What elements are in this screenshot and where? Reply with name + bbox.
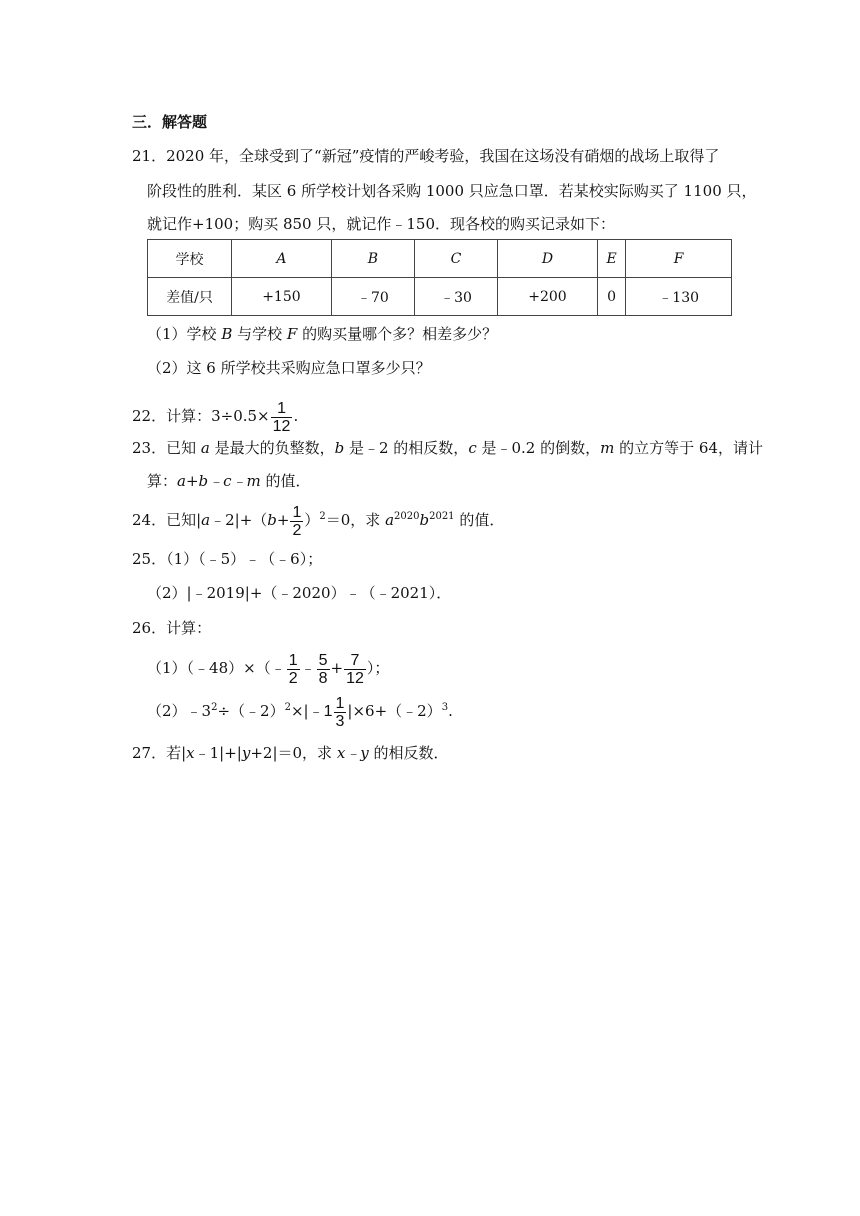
question-21-line-2: 阶段性的胜利．某区 6 所学校计划各采购 1000 只应急口罩．若某校实际购买了 1100 只， [147,182,757,200]
text: 若| [166,744,187,762]
text: +2|＝0，求 [250,744,337,762]
exponent: 2 [319,511,326,522]
purchase-records-table [147,239,732,316]
question-22 [132,396,298,436]
question-number: 24． [132,511,167,529]
table-cell-value: +150 [232,278,332,316]
table-cell-value: ﹣70 [331,278,414,316]
text: . [448,702,453,720]
table-cell-value: ﹣30 [414,278,497,316]
text: ×|﹣ [290,702,324,720]
fraction [334,695,347,730]
operator: + [330,659,344,677]
mixed-number-whole: 1 [323,703,333,720]
variable: a [200,439,210,457]
variable: b [334,439,345,457]
question-text: 2020 年，全球受到了“新冠”疫情的严峻考验，我国在这场没有硝烟的战场上取得了 [166,147,720,165]
text: 的立方等于 64，请计 [614,439,763,457]
question-25-line-1 [132,549,322,569]
exponent: 2 [211,702,218,713]
question-21-line-1 [132,146,719,166]
variable: c [468,439,477,457]
text: ＝0，求 [325,511,386,529]
table-header-label: 学校 [148,240,232,278]
section-title: 三．解答题 [132,113,208,131]
fraction [287,652,300,687]
table-cell-value: ﹣130 [626,278,732,316]
exponent: 3 [441,702,449,713]
text: 与学校 [232,325,287,343]
text: ﹣2|+（ [210,511,268,529]
question-23-line-2 [147,471,311,491]
text: 已知 [166,439,201,457]
fraction-denominator: 12 [272,417,291,435]
text: （2）﹣3 [147,702,212,720]
question-25-sub-2: （2）|﹣2019|+（﹣2020）﹣（﹣2021）． [147,584,452,602]
fraction [271,400,293,435]
question-number: 25． [132,550,167,568]
text: + [276,511,290,529]
question-number: 22． [132,407,167,425]
question-26-sub-1 [147,647,389,689]
fraction-denominator: 3 [335,712,345,730]
question-27 [132,743,449,763]
text: |×6+（﹣2） [347,702,442,720]
table-cell-value: +200 [498,278,598,316]
question-23-line-1 [132,438,763,458]
question-number: 23． [132,439,167,457]
fraction-denominator: 2 [288,669,298,687]
text: 的值． [454,511,505,529]
question-number: 26． [132,619,167,637]
text: . [293,407,299,425]
text: 的相反数． [368,744,449,762]
table-row [148,240,732,278]
exponent: 2 [284,702,291,713]
variable: a [201,511,211,529]
variable: y [241,744,251,762]
question-21-line-3: 就记作+100；购买 850 只，就记作﹣150．现各校的购买记录如下： [147,215,615,233]
variable: m [600,439,615,457]
table-cell-school: A [232,240,332,278]
question-number: 27． [132,744,167,762]
fraction-numerator: 1 [277,399,286,417]
question-text: 计算： [166,619,212,637]
variable: a [385,511,395,529]
text: ÷（﹣2） [217,702,285,720]
fraction-denominator: 2 [292,521,302,539]
question-24 [132,500,504,540]
fraction [344,652,366,687]
fraction-numerator: 7 [350,651,360,669]
variable: b [267,511,277,529]
text: （1）学校 [147,325,222,343]
text: 是﹣0.2 的倒数， [476,439,601,457]
text: ） [304,511,320,529]
table-cell-school: F [626,240,732,278]
variable: b [419,511,430,529]
text: 已知| [166,511,202,529]
text: ）； [366,659,390,677]
exponent: 2020 [394,511,420,522]
table-cell-school: E [597,240,625,278]
fraction-denominator: 8 [318,669,328,687]
question-26-sub-2 [147,690,453,733]
text: 算： [147,472,178,490]
question-number: 21． [132,147,167,165]
expression: x﹣y [336,744,369,762]
fraction-numerator: 5 [318,651,328,669]
fraction [317,652,330,687]
fraction-numerator: 1 [335,694,345,712]
table-cell-school: B [331,240,414,278]
text: 的值． [260,472,311,490]
text: 的购买量哪个多？相差多少？ [297,325,498,343]
variable: F [286,325,298,343]
table-cell-value: 0 [597,278,625,316]
variable: x [186,744,195,762]
table-row [148,278,732,316]
fraction [290,504,303,539]
question-26-line-1 [132,618,211,638]
table-cell-school: C [414,240,497,278]
table-cell-school: D [498,240,598,278]
table-row-label: 差值/只 [148,278,232,316]
fraction-numerator: 1 [288,651,298,669]
text: 是﹣2 的相反数， [344,439,469,457]
question-21-sub-1 [147,324,497,344]
question-text: （1）（﹣5）﹣（﹣6）； [166,550,323,568]
text: 是最大的负整数， [209,439,335,457]
question-text: 计算：3÷0.5× [166,407,270,425]
fraction-numerator: 1 [292,503,302,521]
expression: a+b﹣c﹣m [177,472,261,490]
exponent: 2021 [429,511,455,522]
text: （1）（﹣48）×（﹣ [147,659,286,677]
operator: ﹣ [300,659,316,677]
fraction-denominator: 12 [346,669,364,687]
variable: B [221,325,233,343]
text: ﹣1|+| [194,744,242,762]
question-21-sub-2: （2）这 6 所学校共采购应急口罩多少只？ [147,359,431,377]
